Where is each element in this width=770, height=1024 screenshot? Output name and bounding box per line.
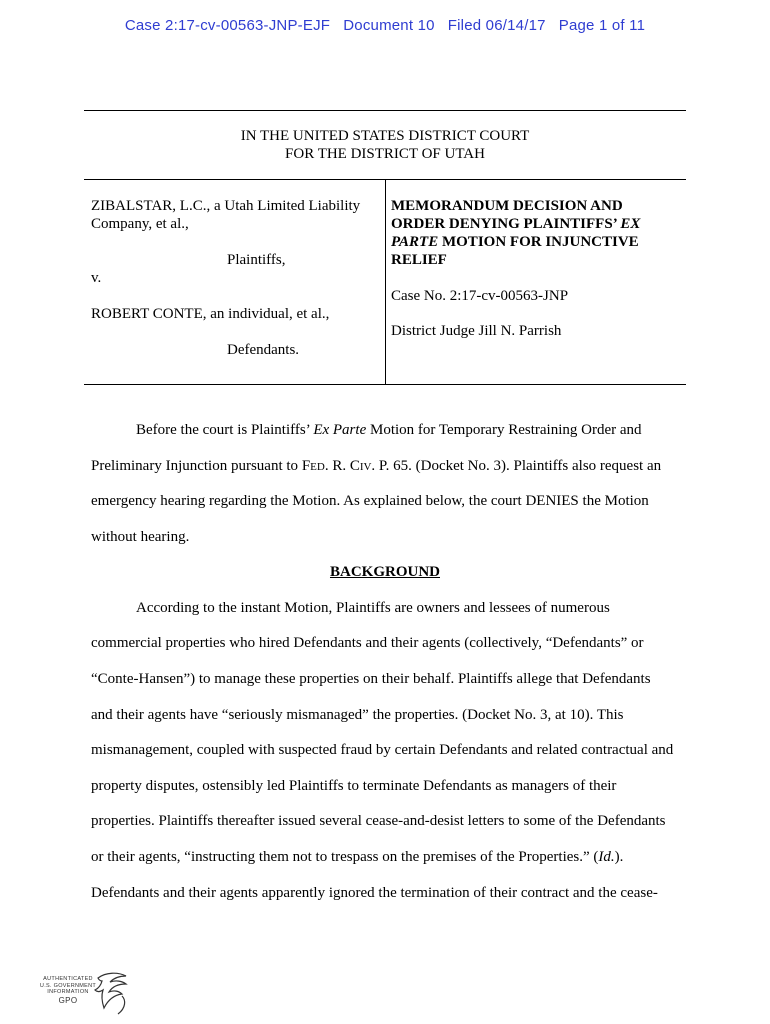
header-document-number: Document 10 bbox=[343, 17, 435, 34]
title-line2 bbox=[391, 215, 640, 233]
background-line4: and their agents have “seriously mismanaged” the properties. (Docket No. 3, at 10). This bbox=[91, 707, 624, 723]
document-title bbox=[391, 197, 640, 269]
gpo-seal-text bbox=[36, 976, 100, 1004]
background-line2: commercial properties who hired Defendants and their agents (collectively, “Defendants” or bbox=[91, 635, 644, 651]
title-line3-italic: PARTE bbox=[391, 234, 439, 250]
eagle-icon bbox=[92, 970, 136, 1016]
background-line9: Defendants and their agents apparently ignored the termination of their contract and the cease- bbox=[91, 885, 658, 901]
gpo-seal-line1: AUTHENTICATED bbox=[43, 976, 93, 982]
defendants-label: Defendants. bbox=[227, 342, 300, 358]
court-name-line1: IN THE UNITED STATES DISTRICT COURT bbox=[240, 128, 530, 144]
plaintiff-name-line2: Company, et al., bbox=[91, 216, 189, 232]
plaintiff-name-line1: ZIBALSTAR, L.C., a Utah Limited Liability bbox=[91, 198, 361, 214]
background-line8-italic: Id. bbox=[598, 849, 615, 865]
versus-label: v. bbox=[91, 270, 102, 286]
title-line2-text: ORDER DENYING PLAINTIFFS’ bbox=[391, 216, 621, 232]
caption-divider bbox=[385, 179, 386, 384]
background-line8-c: ). bbox=[614, 849, 624, 865]
plaintiffs-label: Plaintiffs, bbox=[227, 252, 286, 268]
gpo-seal-line3: INFORMATION bbox=[47, 989, 89, 995]
background-line7: properties. Plaintiffs thereafter issued several cease-and-desist letters to some of the Defendants bbox=[91, 813, 666, 829]
title-line3-text: MOTION FOR INJUNCTIVE bbox=[438, 234, 639, 250]
ecf-header bbox=[0, 17, 770, 34]
top-rule bbox=[84, 110, 686, 111]
intro-line1-italic: Ex Parte bbox=[313, 422, 367, 438]
background-heading: BACKGROUND bbox=[329, 564, 440, 580]
court-name-line2: FOR THE DISTRICT OF UTAH bbox=[285, 146, 485, 162]
background-line1: According to the instant Motion, Plaintiffs are owners and lessees of numerous bbox=[136, 600, 610, 616]
gpo-seal-line4: GPO bbox=[58, 995, 78, 1005]
title-line3 bbox=[391, 233, 640, 251]
gpo-seal-line2: U.S. GOVERNMENT bbox=[39, 982, 97, 989]
defendant-name: ROBERT CONTE, an individual, et al., bbox=[91, 306, 330, 322]
title-line4: RELIEF bbox=[391, 252, 447, 268]
title-line2-italic: EX bbox=[620, 216, 641, 232]
title-line1: MEMORANDUM DECISION AND bbox=[391, 198, 623, 214]
judge-name: District Judge Jill N. Parrish bbox=[391, 323, 562, 339]
intro-line2-c: 65. (Docket No. 3). Plaintiffs also request an bbox=[389, 458, 662, 474]
header-case-number: Case 2:17-cv-00563-JNP-EJF bbox=[124, 17, 331, 34]
background-line6: property disputes, ostensibly led Plaintiffs to terminate Defendants as managers of their bbox=[91, 778, 617, 794]
intro-line1-a: Before the court is Plaintiffs’ bbox=[136, 422, 314, 438]
header-filed-date: Filed 06/14/17 bbox=[447, 17, 546, 34]
intro-line2 bbox=[91, 458, 661, 475]
case-number: Case No. 2:17-cv-00563-JNP bbox=[391, 288, 569, 304]
background-line8 bbox=[91, 849, 623, 866]
intro-line1 bbox=[136, 422, 642, 439]
header-page-number: Page 1 of 11 bbox=[558, 17, 646, 34]
background-line3: “Conte-Hansen”) to manage these properties on their behalf. Plaintiffs allege that Defendants bbox=[91, 671, 651, 687]
intro-line2-a: Preliminary Injunction pursuant to bbox=[91, 458, 302, 474]
caption-bottom-rule bbox=[84, 384, 686, 385]
gpo-authentication-seal bbox=[36, 970, 136, 1020]
background-line5: mismanagement, coupled with suspected fraud by certain Defendants and related contractual and bbox=[91, 742, 674, 758]
intro-line1-c: Motion for Temporary Restraining Order and bbox=[366, 422, 642, 438]
intro-line3: emergency hearing regarding the Motion. As explained below, the court DENIES the Motion bbox=[91, 493, 649, 509]
intro-line4: without hearing. bbox=[91, 529, 190, 545]
background-line8-a: or their agents, “instructing them not to trespass on the premises of the Properties.” ( bbox=[91, 849, 599, 865]
intro-line2-rule-cite: Fed. R. Civ. P. bbox=[301, 458, 390, 474]
